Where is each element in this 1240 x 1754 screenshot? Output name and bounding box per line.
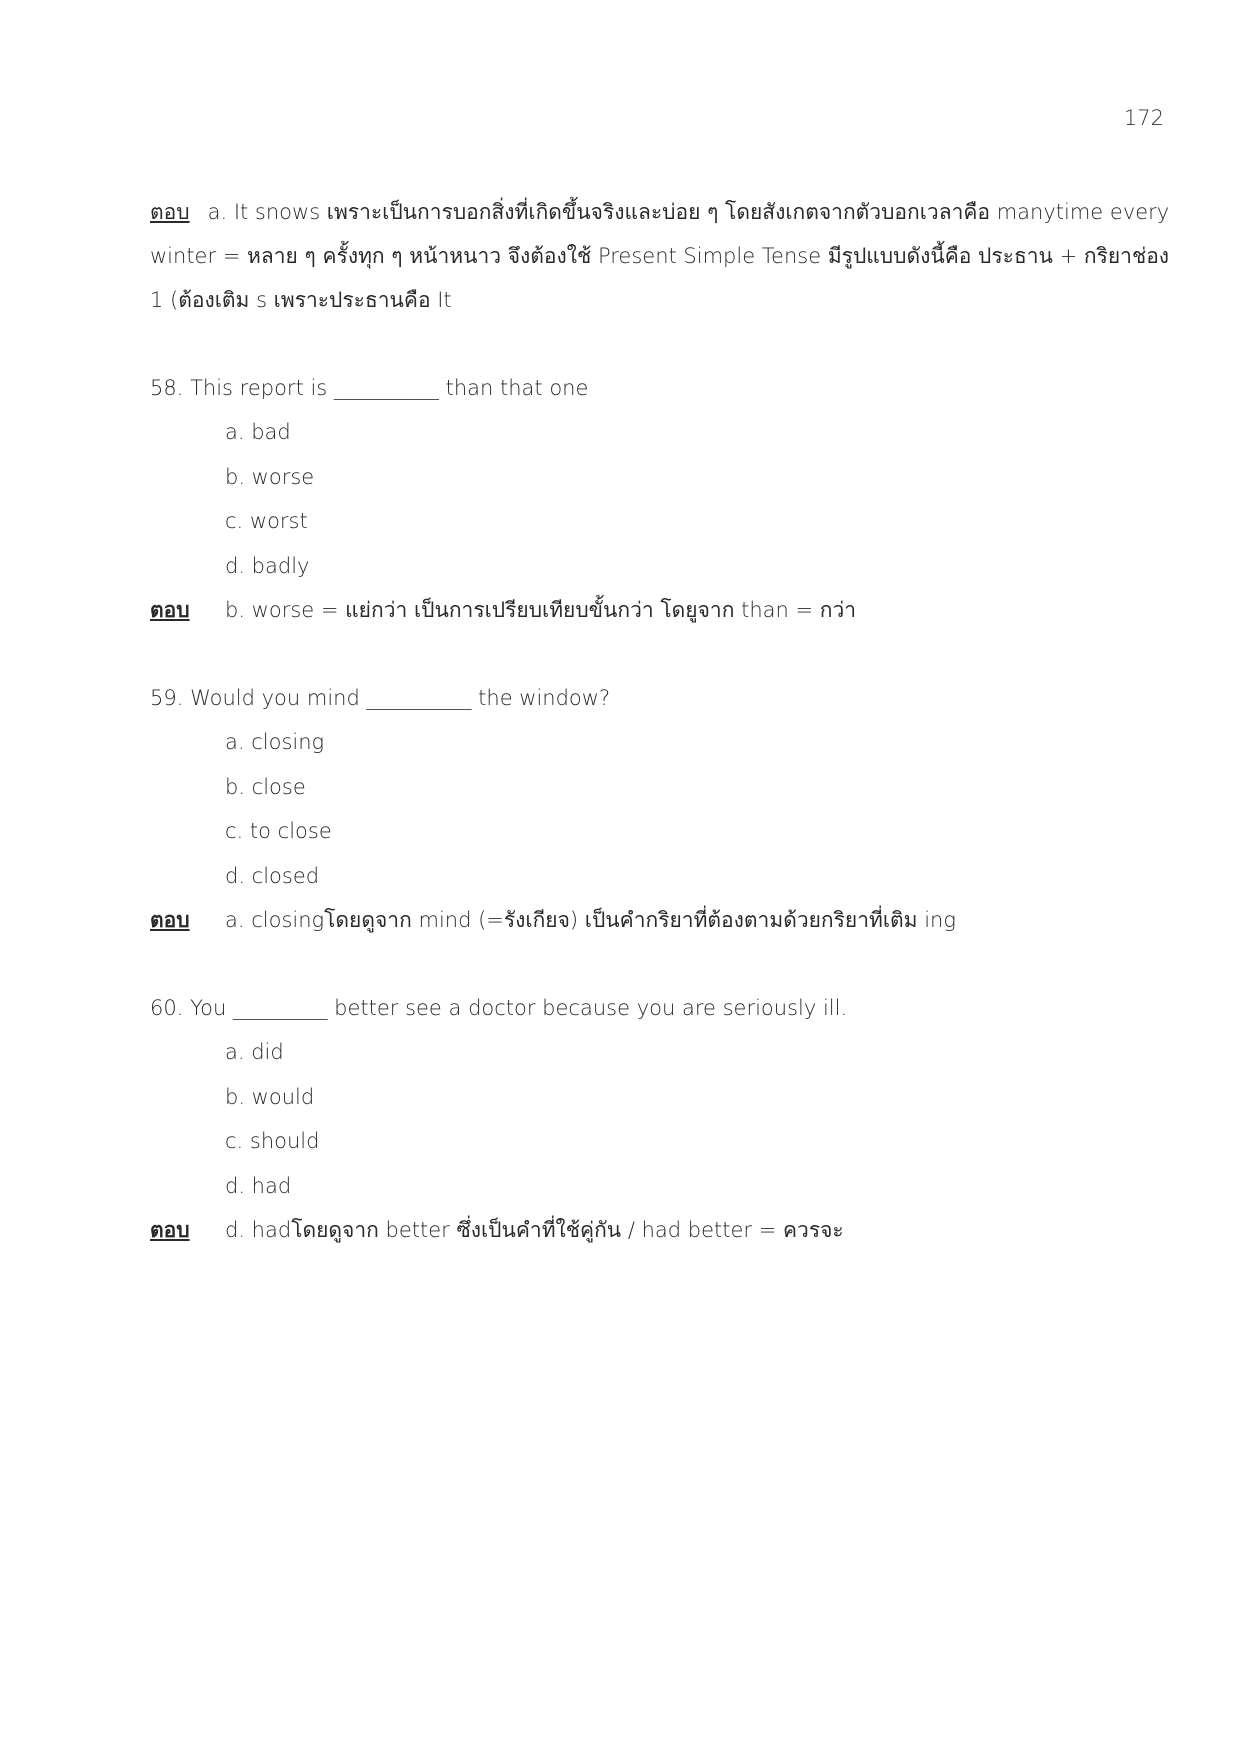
answer-label: ตอบ [150, 908, 190, 932]
option-b: b. would [225, 1084, 315, 1109]
option-d: d. closed [225, 863, 320, 888]
answer-label: ตอบ [150, 1218, 190, 1242]
option-list [150, 1030, 1170, 1208]
option-c: c. worst [225, 509, 308, 533]
option-d: d. badly [225, 553, 310, 578]
question-text: 59. Would you mind __________ the window? [150, 686, 611, 710]
intro-answer [150, 190, 1170, 322]
question-text: 58. This report is __________ than that one [150, 376, 589, 400]
question-text: 60. You _________ better see a doctor because you are seriously ill. [150, 996, 848, 1020]
answer-label: ตอบ [150, 200, 190, 224]
answer-text: a. closingโดยดูจาก mind (=รังเกียจ) เป็นคำกริยาที่ต้องตามด้วยกริยาที่เติม ing [225, 908, 956, 932]
option-list [150, 720, 1170, 898]
answer-text: b. worse = แย่กว่า เป็นการเปรียบเทียบขั้นกว่า โดยูจาก than = กว่า [225, 598, 857, 622]
option-b: b. close [225, 774, 306, 799]
option-d: d. had [225, 1173, 292, 1198]
option-a: a. bad [225, 420, 291, 444]
question-59 [150, 676, 1170, 942]
option-a: a. did [225, 1040, 284, 1064]
page-number: 172 [1123, 106, 1164, 130]
question-58 [150, 366, 1170, 632]
answer-line [150, 1208, 1170, 1252]
answer-label: ตอบ [150, 598, 190, 622]
answer-line [150, 898, 1170, 942]
question-60 [150, 986, 1170, 1252]
option-a: a. closing [225, 730, 325, 754]
page-content [150, 190, 1170, 1252]
answer-text: d. hadโดยดูจาก better ซึ่งเป็นคำที่ใช้คู่กัน / had better = ควรจะ [225, 1218, 844, 1242]
answer-text: a. It snows เพราะเป็นการบอกสิ่งที่เกิดขึ้นจริงและบ่อย ๆ โดยสังเกตจากตัวบอกเวลาคือ manytime every winter = หลาย ๆ ครั้งทุก ๆ หน้าหนาว จึงต้องใช้ Present Simple Tense มีรูปแบบดังนี้คือ ประธาน + กริยาช่อง 1 (ต้องเติม s เพราะประธานคือ It [150, 200, 1170, 312]
option-b: b. worse [225, 464, 315, 489]
option-list [150, 410, 1170, 588]
option-c: c. to close [225, 819, 332, 843]
answer-line [150, 588, 1170, 632]
option-c: c. should [225, 1129, 320, 1153]
